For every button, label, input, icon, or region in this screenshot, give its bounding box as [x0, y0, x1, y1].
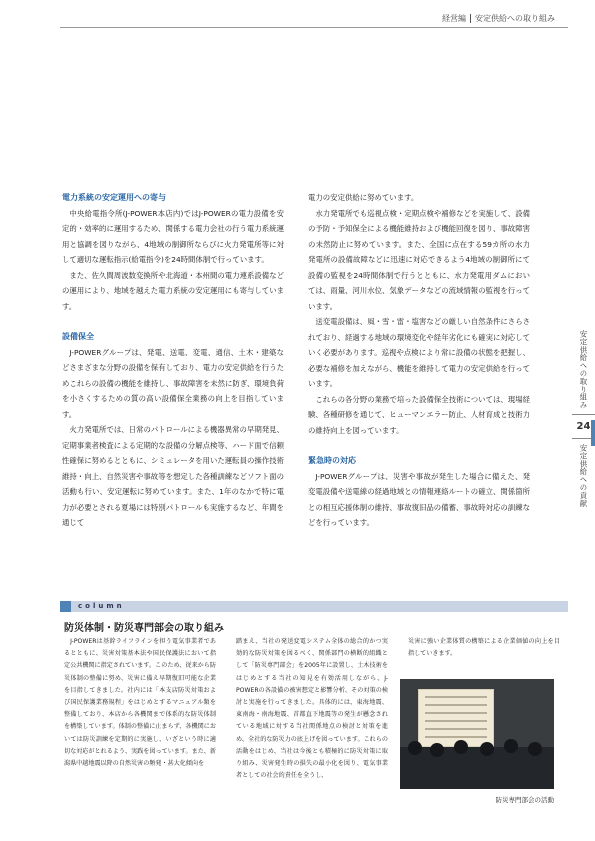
paragraph: 中央給電指令所(J-POWER本店内)ではJ-POWERの電力設備を安定的・効率的に運用するため、関係する電力会社の行う電力系統運用と協調を図りながら、4地域の制御所ならびに火力発電所等に対して適切な運転指示(給電指令)を24時間体制で行っています。	[62, 208, 284, 264]
paragraph: これらの各分野の業務で培った設備保全技術については、現場経験、各種研修を通じて、ヒューマンエラー防止、人材育成と技術力の維持向上を図っています。	[308, 394, 530, 435]
column-text-3	[408, 636, 560, 660]
column-title: 防災体制・防災専門部会の取り組み	[64, 623, 224, 634]
paragraph: 水力発電所でも巡視点検・定期点検や補修などを実施して、設備の予防・予知保全による機能維持および機能回復を図り、事故障害の未然防止に努めています。また、全国に点在する59カ所の水力発電所の設備故障などに迅速に対応できるよう4地域の制御所にて設備の監視を24時間体制で行うとともに、水力発電用ダムにおいては、雨量、河川水位、気象データなどの流域情報の監視を行っています。	[308, 208, 530, 311]
paragraph: 送変電設備は、風・雪・雷・塩害などの厳しい自然条件にさらされており、経過する地域の環境変化や経年劣化にも確実に対応していく必要があります。巡視や点検により常に設備の状態を把握し、必要な補修を加えながら、機能を維持して電力の安定供給を行っています。	[308, 317, 530, 388]
section-title-grid: 電力系統の安定運用への寄与	[62, 193, 166, 202]
paragraph: 踏まえ、当社の発送変電システム全体の総合的かつ実効的な防災対策を図るべく、関係部門の横断的組織として「防災専門部会」を2005年に設置し、土木技術をはじめとする当社の知見を有効活用しながら、J-POWERの各設備の被害想定と影響分析、その対策の検討と実施を行ってきました。具体的には、東海地震、東南海・南海地震、首都直下地震等の発生が懸念されている地域に対する当社関係地点の検討と対策を進め、全社的な防災力の底上げを図っています。これらの活動をはじめ、当社は今後とも積極的に防災対策に取り組み、災害発生時の損失の最小化を図り、電気事業者としての社会的責任を全うし、	[236, 638, 388, 780]
header-divider	[470, 14, 471, 23]
column-text-1	[64, 636, 216, 770]
paragraph: 火力発電所では、日常のパトロールによる機器異常の早期発見、定期事業者検査による定期的な設備の分解点検等、ハード面で信頼性確保に努めるとともに、シミュレータを用いた運転員の操作技術維持・向上、自然災害や事故等を想定した各種訓練などソフト面の活動も行い、安定運転に努めています。また、1年のなかで特に電力が必要とされる夏場には特別パトロールも実施するなど、年間を通じて	[62, 425, 284, 527]
paragraph: J-POWERグループは、災害や事故が発生した場合に備えた、発変電設備や送電線の経過地域との情報連絡ルートの確立、関係箇所との相互応援体制の維持、事故復旧品の備蓄、事故時対応の訓練などを行っています。	[308, 471, 530, 527]
header-rule	[60, 27, 568, 28]
section-title-emergency: 緊急時の対応	[308, 456, 356, 465]
running-header	[442, 13, 555, 24]
column-banner	[60, 601, 568, 612]
header-chapter: 安定供給への取り組み	[475, 14, 555, 23]
column-banner-square	[60, 601, 71, 612]
side-tab	[572, 330, 595, 507]
audience-silhouette	[400, 747, 554, 789]
side-tab-chapter: 安定供給への取り組み	[579, 330, 588, 409]
column-label: column	[78, 602, 125, 610]
side-tab-section: 安定供給への貢献	[579, 444, 588, 508]
meeting-photo	[400, 679, 554, 789]
projection-screen	[418, 689, 494, 747]
header-section: 経営編	[442, 14, 466, 23]
side-tab-marker	[591, 420, 595, 446]
paragraph: J-POWERグループは、発電、送電、変電、通信、土木・建築などさまざまな分野の設備を保有しており、電力の安定供給を行うためこれらの設備の機能を維持し、事故障害を未然に防ぎ、環境負荷を小さくするための質の高い設備保全業務の向上を目指しています。	[62, 347, 284, 419]
section-title-maintenance: 設備保全	[62, 332, 94, 341]
column-text-2	[236, 636, 388, 782]
paragraph: 電力の安定供給に努めています。	[308, 193, 419, 202]
left-column	[62, 190, 284, 531]
paragraph: J-POWERは基幹ライフラインを担う電気事業者であるとともに、災害対策基本法や国民保護法において指定公共機関に指定されています。このため、従来から防災体制の整備に努め、災害に備え早期復旧可能な企業を目指してきました。社内には「本支店防災対策および国民保護業務規程」をはじめとするマニュアル類を整備しており、本店から各機関まで体系的な防災体制を構築しています。体制の整備に止まらず、各機関においては防災訓練を定期的に実施し、いざという時に適切な対応がとれるよう、実践を図っています。また、新潟県中越地震以降の自然災害の頻発・甚大化傾向を	[64, 638, 216, 768]
right-column	[308, 190, 530, 531]
page-number: 24	[572, 414, 595, 439]
paragraph: また、佐久間周波数変換所や北海道・本州間の電力連系設備などの運用により、地域を越えた電力系統の安定運用にも寄与しています。	[62, 270, 284, 311]
photo-caption: 防災専門部会の活動	[495, 796, 554, 804]
paragraph: 災害に強い企業体質の構築による企業価値の向上を目指していきます。	[408, 638, 560, 658]
